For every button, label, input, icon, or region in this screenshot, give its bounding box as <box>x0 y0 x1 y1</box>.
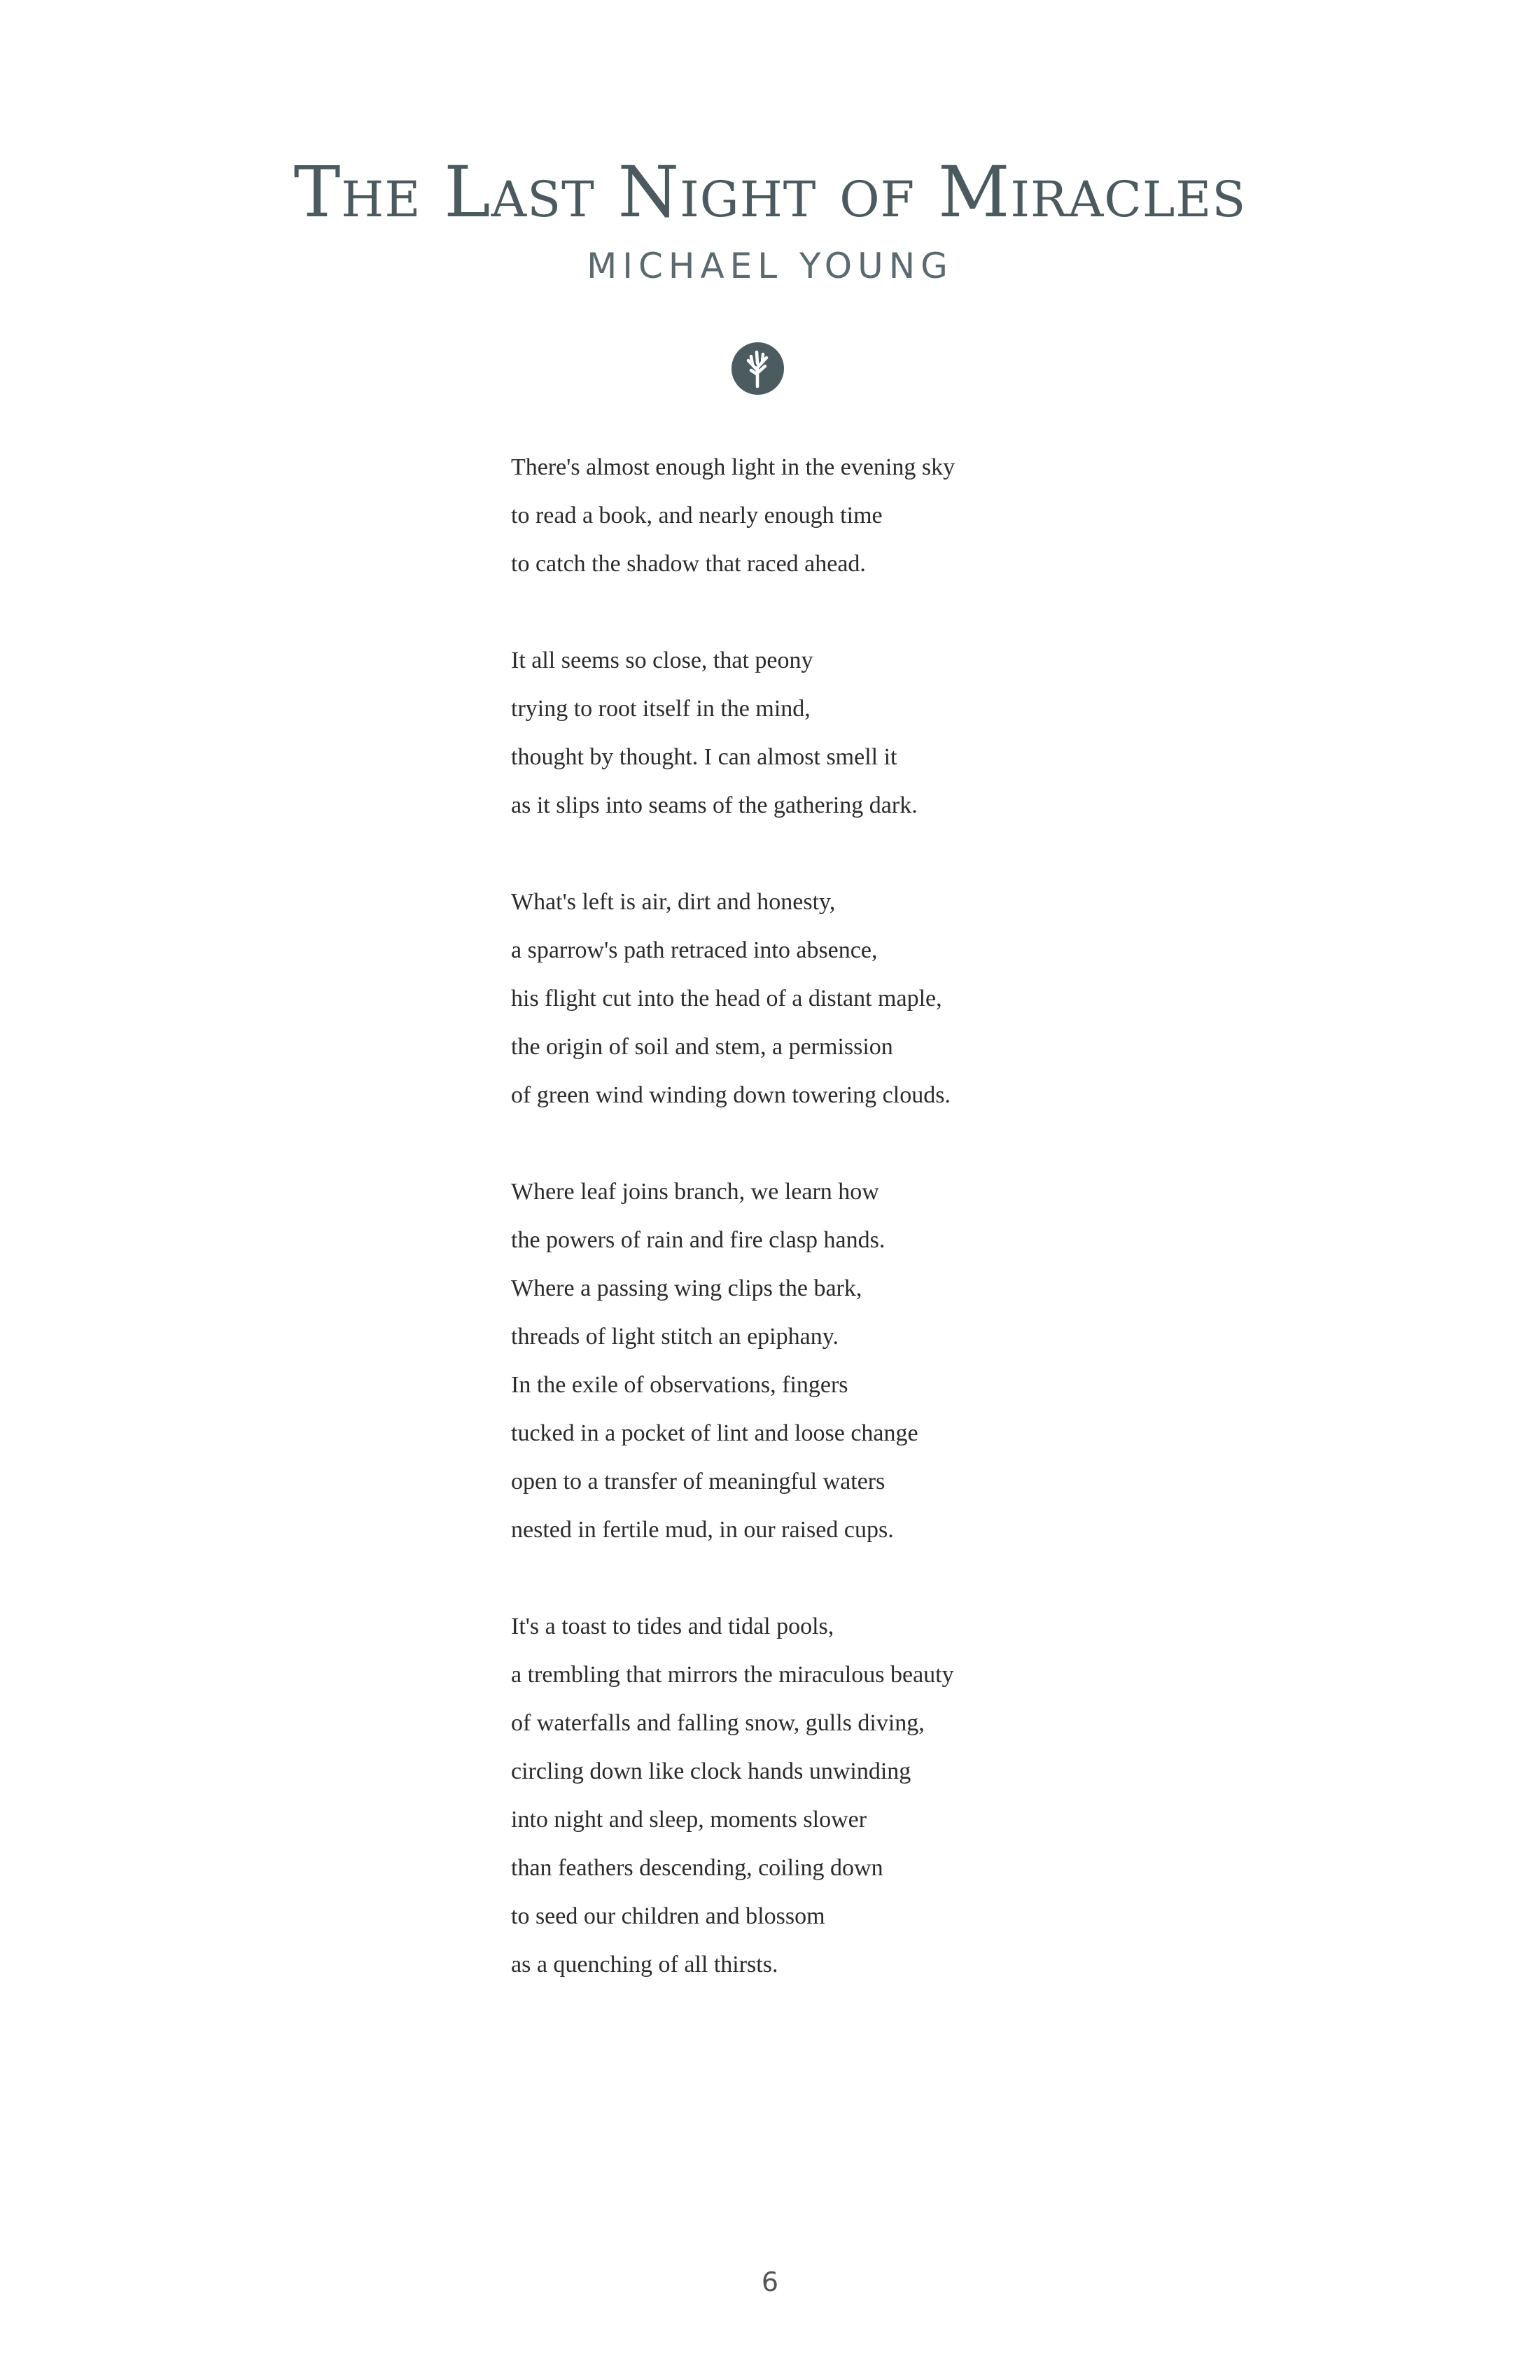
poem-line: tucked in a pocket of lint and loose change <box>511 1420 918 1446</box>
poem-line: the powers of rain and fire clasp hands. <box>511 1227 886 1253</box>
poem-line: as it slips into seams of the gathering dark. <box>511 792 918 818</box>
poem-line: of green wind winding down towering clouds. <box>511 1082 951 1108</box>
stanza <box>511 636 1386 830</box>
stanza <box>511 443 1386 588</box>
poem-line: open to a transfer of meaningful waters <box>511 1469 886 1494</box>
poem-line: of waterfalls and falling snow, gulls diving, <box>511 1710 925 1736</box>
poem-line: to catch the shadow that raced ahead. <box>511 551 866 577</box>
poem-line: nested in fertile mud, in our raised cups. <box>511 1517 894 1543</box>
poem-line: It's a toast to tides and tidal pools, <box>511 1614 834 1639</box>
stanza <box>511 1602 1386 1989</box>
poem-line: a sparrow's path retraced into absence, <box>511 937 878 963</box>
poem-line: threads of light stitch an epiphany. <box>511 1324 839 1350</box>
poem-line: the origin of soil and stem, a permission <box>511 1034 893 1060</box>
poem-body <box>511 443 1386 2037</box>
poem-line: What's left is air, dirt and honesty, <box>511 889 836 915</box>
author-name: MICHAEL YOUNG <box>587 246 953 286</box>
poem-line: circling down like clock hands unwinding <box>511 1758 911 1784</box>
stanza <box>511 878 1386 1119</box>
poem-line: In the exile of observations, fingers <box>511 1372 848 1398</box>
poem-line: trying to root itself in the mind, <box>511 696 811 722</box>
poem-line: thought by thought. I can almost smell it <box>511 744 897 770</box>
poem-title: The Last Night of Miracles <box>293 151 1247 233</box>
poem-line: his flight cut into the head of a distant maple, <box>511 986 942 1011</box>
poem-line: It all seems so close, that peony <box>511 648 813 673</box>
page-number: 6 <box>761 2267 779 2297</box>
poem-line: to read a book, and nearly enough time <box>511 503 883 528</box>
poem-line: Where leaf joins branch, we learn how <box>511 1179 879 1205</box>
poem-line: Where a passing wing clips the bark, <box>511 1275 862 1301</box>
poem-line: a trembling that mirrors the miraculous beauty <box>511 1662 954 1688</box>
poem-line: There's almost enough light in the evening sky <box>511 454 955 480</box>
stanza <box>511 1168 1386 1554</box>
poem-line: than feathers descending, coiling down <box>511 1855 883 1881</box>
poem-line: to seed our children and blossom <box>511 1903 825 1929</box>
poem-line: into night and sleep, moments slower <box>511 1807 867 1833</box>
poem-line: as a quenching of all thirsts. <box>511 1952 778 1977</box>
tree-branch-icon <box>732 342 784 395</box>
